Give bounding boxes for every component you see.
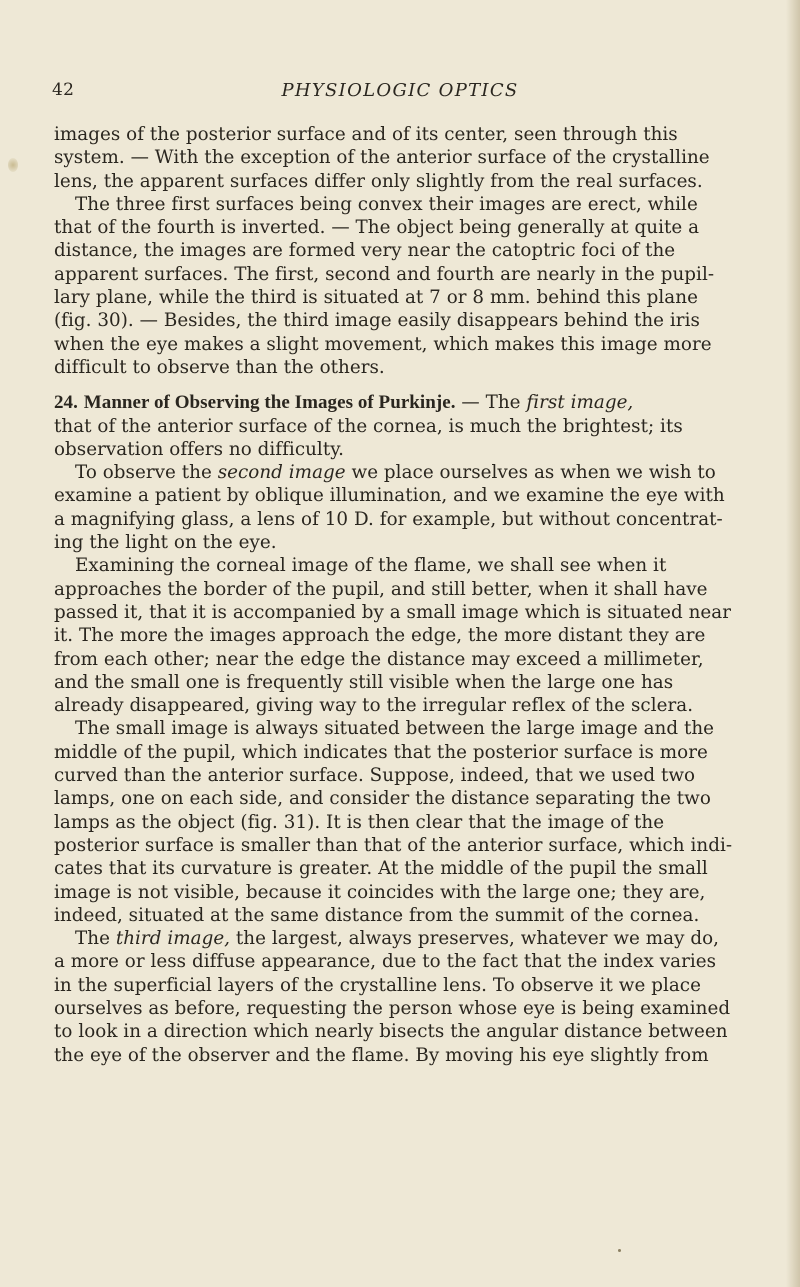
emphasis-third-image: third image, [115, 928, 231, 950]
text-line: already disappeared, giving way to the irregular reflex of the sclera. [54, 695, 694, 717]
text-line: and the small one is frequently still visible when the large one has [54, 671, 674, 693]
text-fragment: we place ourselves as when we wish to [345, 462, 716, 484]
text-line: lary plane, while the third is situated at 7 or 8 mm. behind this plane [54, 287, 698, 309]
text-line: that of the anterior surface of the cornea, is much the brightest; its [54, 415, 683, 437]
text-line [54, 927, 754, 950]
text-line: curved than the anterior surface. Suppose, indeed, that we used two [54, 765, 696, 787]
text-line: in the superficial layers of the crystalline lens. To observe it we place [54, 974, 701, 996]
text-line: middle of the pupil, which indicates that the posterior surface is more [54, 741, 708, 763]
text-line: indeed, situated at the same distance from the summit of the cornea. [54, 904, 700, 926]
text-line: when the eye makes a slight movement, which makes this image more [54, 333, 712, 355]
text-line: Examining the corneal image of the flame, we shall see when it [75, 555, 667, 577]
paper-stain [8, 158, 18, 172]
text-line: (fig. 30). — Besides, the third image easily disappears behind the iris [54, 310, 700, 332]
text-line: ing the light on the eye. [54, 532, 277, 554]
emphasis-first-image: first image, [526, 392, 634, 414]
text-line: approaches the border of the pupil, and still better, when it shall have [54, 578, 708, 600]
text-line: it. The more the images approach the edge, the more distant they are [54, 625, 706, 647]
print-speck [618, 1249, 621, 1252]
text-line: distance, the images are formed very near the catoptric foci of the [54, 240, 676, 262]
text-line: lens, the apparent surfaces differ only slightly from the real surfaces. [54, 170, 703, 192]
text-fragment: the largest, always preserves, whatever we may do, [230, 928, 720, 950]
text-line: difficult to observe than the others. [54, 356, 385, 378]
text-line: to look in a direction which nearly bisects the angular distance between [54, 1021, 728, 1043]
section-gap [54, 379, 754, 391]
text-line: that of the fourth is inverted. — The object being generally at quite a [54, 217, 700, 239]
page-number: 42 [52, 80, 75, 100]
text-fragment: — The [455, 392, 527, 414]
page-edge-shadow [786, 0, 800, 1287]
text-line: system. — With the exception of the anterior surface of the crystalline [54, 147, 710, 169]
body-text [54, 123, 754, 1067]
running-head: PHYSIOLOGIC OPTICS [281, 80, 519, 101]
text-line: observation offers no difficulty. [54, 438, 345, 460]
section-title: Manner of Observing the Images of Purkinje. [83, 392, 456, 414]
section-heading-line [54, 391, 754, 414]
text-line: posterior surface is smaller than that of the anterior surface, which indi- [54, 834, 733, 856]
text-line: the eye of the observer and the flame. By moving his eye slightly from [54, 1044, 709, 1066]
text-line: ourselves as before, requesting the person whose eye is being examined [54, 997, 731, 1019]
text-line: lamps, one on each side, and consider the distance separating the two [54, 788, 711, 810]
text-line: image is not visible, because it coincides with the large one; they are, [54, 881, 706, 903]
text-line: images of the posterior surface and of its center, seen through this [54, 124, 678, 145]
text-line: passed it, that it is accompanied by a small image which is situated near [54, 601, 732, 623]
text-line: examine a patient by oblique illumination, and we examine the eye with [54, 485, 725, 507]
text-line: a more or less diffuse appearance, due to the fact that the index varies [54, 951, 717, 973]
text-line: apparent surfaces. The first, second and fourth are nearly in the pupil- [54, 263, 715, 285]
text-fragment: The [75, 928, 116, 950]
text-line: from each other; near the edge the distance may exceed a millimeter, [54, 648, 704, 670]
text-line: cates that its curvature is greater. At the middle of the pupil the small [54, 858, 708, 880]
text-line: lamps as the object (fig. 31). It is then clear that the image of the [54, 811, 665, 833]
text-line: a magnifying glass, a lens of 10 D. for example, but without concentrat- [54, 508, 723, 530]
page-header [52, 80, 748, 110]
text-line: The three first surfaces being convex their images are erect, while [75, 193, 698, 215]
text-fragment: To observe the [75, 462, 218, 484]
text-line: The small image is always situated between the large image and the [75, 718, 715, 740]
text-line [54, 461, 754, 484]
section-number: 24. [54, 392, 78, 414]
emphasis-second-image: second image [217, 462, 346, 484]
